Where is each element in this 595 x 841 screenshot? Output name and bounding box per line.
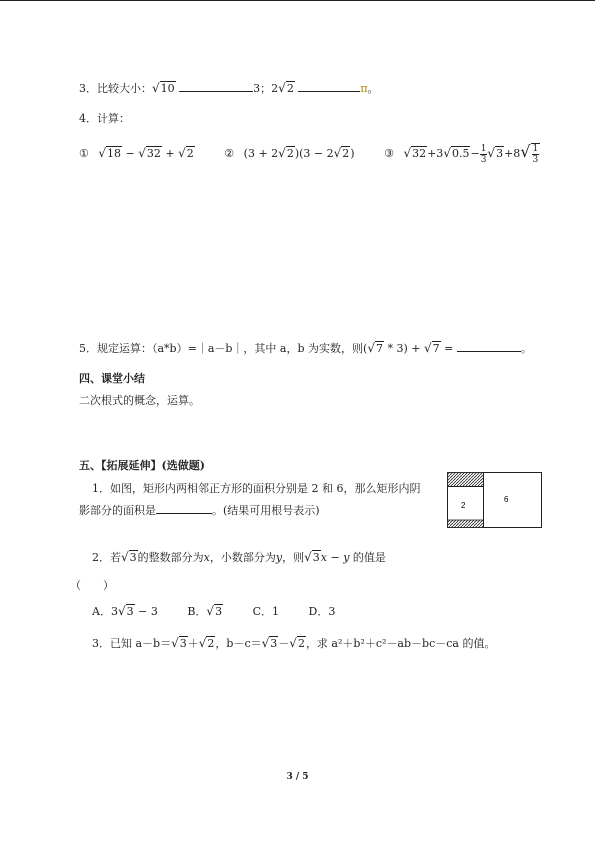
question-3 <box>79 80 379 97</box>
question-text: 规定运算：（a*b）=｜a－b｜，其中 a，b 为实数，则 <box>97 342 364 355</box>
question-number: 5． <box>79 342 97 355</box>
punctuation: 。 <box>367 82 379 95</box>
option-b[interactable]: B．√3 <box>187 604 223 618</box>
question-4-title <box>79 111 130 127</box>
shaded-region-top <box>448 473 484 487</box>
coefficient: 2 <box>271 82 279 95</box>
extension-question-1 <box>92 481 421 497</box>
page-number: 3 / 5 <box>286 772 309 782</box>
option-d[interactable]: D．3 <box>308 605 336 618</box>
radicand: 10 <box>160 82 175 95</box>
option-c[interactable]: C．1 <box>252 605 279 618</box>
section-4-title: 四、课堂小结 <box>79 372 145 385</box>
circled-number-1: ① <box>79 147 89 160</box>
answer-blank[interactable] <box>179 80 253 92</box>
expression-3: √32+3√0.5− $\frac{1}{3}$ √3+8√ $\frac{1}{3}$ <box>403 142 539 165</box>
question-number: 4． <box>79 112 97 125</box>
expression-1: √18 − √32 + √2 <box>98 146 194 160</box>
section-4-body: 二次根式的概念，运算。 <box>79 394 200 407</box>
choice-options <box>92 603 335 620</box>
answer-blank[interactable] <box>298 80 360 92</box>
rectangle-squares-figure <box>447 472 542 528</box>
sqrt-symbol: √ <box>152 81 160 95</box>
answer-blank[interactable] <box>457 340 521 352</box>
compare-value: 3； <box>253 82 272 95</box>
question-text: 计算： <box>97 112 130 125</box>
header-rule <box>0 0 595 1</box>
expression-2: (3 + 2√2)(3 − 2√2) <box>243 146 355 160</box>
question-number: 1． <box>92 482 110 495</box>
shaded-region-bottom <box>448 520 484 528</box>
question-4-expressions <box>79 143 540 165</box>
question-text: 比较大小： <box>97 82 152 95</box>
large-square-label: 6 <box>504 495 509 504</box>
circled-number-3: ③ <box>384 147 394 160</box>
extension-question-1-cont: 影部分的面积是 。(结果可用根号表示) <box>79 504 320 517</box>
question-text: 如图，矩形内两相邻正方形的面积分别是 2 和 6，那么矩形内阴 <box>110 482 421 495</box>
option-a[interactable]: A．3√3 − 3 <box>92 604 158 618</box>
section-5-title: 五、【拓展延伸】(选做题) <box>79 459 205 472</box>
extension-question-3: 3．已知 a－b＝√3＋√2，b－c＝√3－√2，求 a²＋b²＋c²－ab－bc－ca 的值。 <box>92 636 496 650</box>
question-5: 5．规定运算：（a*b）=｜a－b｜，其中 a，b 为实数，则(√7 * 3) + √7 = 。 <box>79 341 532 355</box>
circled-number-2: ② <box>224 147 235 160</box>
sqrt-symbol: √ <box>278 81 286 95</box>
extension-question-2: 2．若√3的整数部分为x，小数部分为y，则√3x − y 的值是 <box>92 550 386 564</box>
question-number: 3． <box>79 82 97 95</box>
pi-symbol: π <box>360 82 368 95</box>
choice-paren: （ ） <box>70 579 114 592</box>
radicand: 2 <box>286 82 294 95</box>
answer-blank[interactable] <box>156 502 212 514</box>
small-square-label: 2 <box>461 501 466 510</box>
